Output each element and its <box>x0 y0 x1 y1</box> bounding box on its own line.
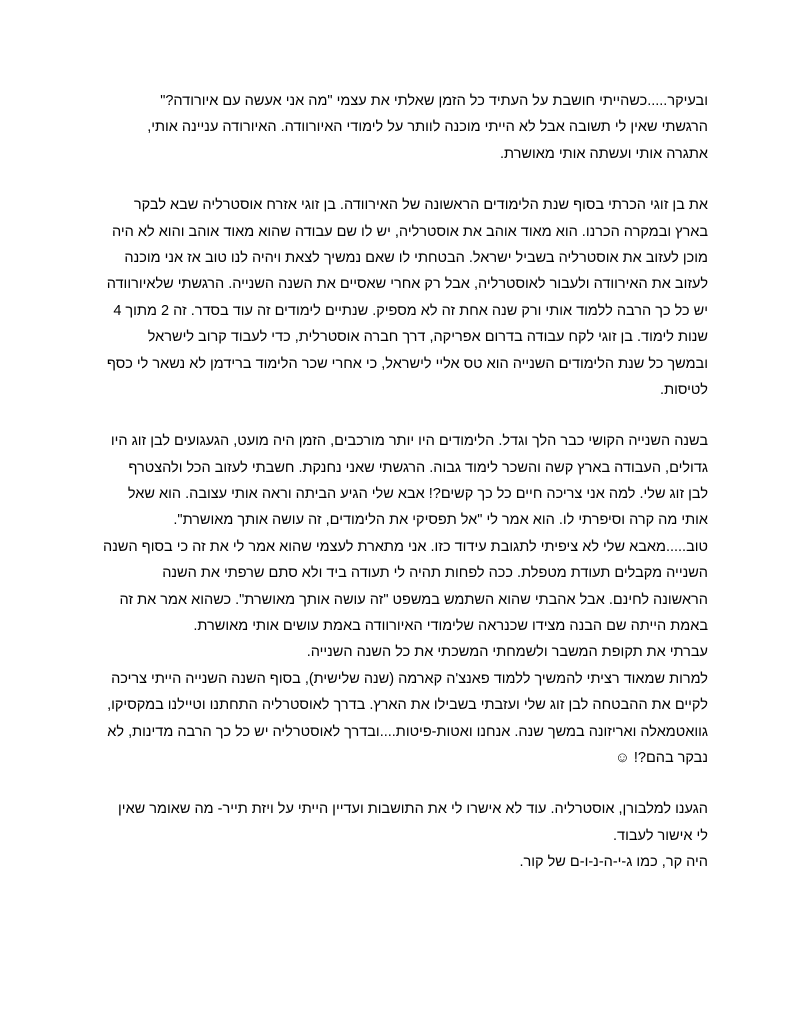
text-line: עברתי את תקופת המשבר ולשמחתי המשכתי את כל השנה השנייה. <box>306 644 708 661</box>
paragraph-melbourne <box>90 796 708 875</box>
text-line: למרות שמאוד רציתי להמשיך ללמוד פאנצ'ה קארמה (שנה שלישית), בסוף השנה השנייה הייתי צריכה <box>111 670 708 687</box>
text-line: השנייה מקבלים תעודת מטפלת. ככה לפחות תהיה לי תעודה ביד ולא סתם שרפתי את השנה <box>162 565 708 582</box>
text-line: גוואטמאלה ואריזונה במשך שנה. אנחנו ואטות-פיטות....ובדרך לאוסטרליה יש כל כך הרבה מדינות, לא <box>107 723 708 740</box>
text-line: לי אישור לעבוד. <box>613 827 708 844</box>
text-line: הרגשתי שאין לי תשובה אבל לא הייתי מוכנה לוותר על לימודי האיורוודה. האיורודה עניינה אותי, <box>147 119 708 136</box>
paragraph-ayurveda-question <box>90 88 708 167</box>
text-line: מוכן לעזוב את אוסטרליה בשביל ישראל. הבטחתי לו שאם נמשיך לצאת ויהיה לנו טוב אז אני מוכנה <box>124 249 708 266</box>
text-line: לבן זוג שלי. למה אני צריכה חיים כל כך קשים?! אבא שלי הגיע הביתה וראה אותי עצובה. הוא שאל <box>127 486 708 503</box>
text-line: לטיסות. <box>660 381 708 398</box>
text-line: את בן זוגי הכרתי בסוף שנת הלימודים הראשונה של האירוודה. בן זוגי אזרח אוסטרליה שבא לבקר <box>133 197 708 214</box>
paragraph-partner <box>90 192 708 403</box>
text-line: לקיים את ההבטחה לבן זוג שלי ועזבתי בשבילו את הארץ. בדרך לאוסטרליה התחתנו וטיילנו במקסיקו, <box>107 697 708 714</box>
text-line: ובעיקר.....כשהייתי חושבת על העתיד כל הזמן שאלתי את עצמי "מה אני אעשה עם איורודה?" <box>160 93 708 109</box>
text-line: שנות לימוד. בן זוגי לקח עבודה בדרום אפריקה, דרך חברה אוסטרלית, כדי לעבוד קרוב לישראל <box>147 329 708 346</box>
text-line: בארץ ובמקרה הכרנו. הוא מאוד אוהב את אוסטרליה, יש לו שם עבודה שהוא מאוד אוהב והוא לא היה <box>112 223 708 240</box>
text-line: יש כל כך הרבה ללמוד אותי ורק שנה אחת זה לא מספיק. שנתיים לימודים זה עוד בסדר. זה 2 מתוך 4 <box>113 302 708 319</box>
text-line: לעזוב את האירוודה ולעבור לאוסטרליה, אבל רק אחרי שאסיים את השנה השנייה. הרגשתי שלאיורוודה <box>106 276 708 293</box>
paragraph-second-year <box>90 428 708 771</box>
text-line: בשנה השנייה הקושי כבר הלך וגדל. הלימודים היו יותר מורכבים, הזמן היה מועט, הגעגועים לבן זוג היו <box>110 433 708 450</box>
text-line: גדולים, העבודה בארץ קשה והשכר לימוד גבוה. הרגשתי שאני נחנקת. חשבתי לעזוב הכל ולהצטרף <box>128 459 708 476</box>
text-line: באמת הייתה שם הבנה מצידו שכנראה שלימודי האיורוודה באמת עושים אותי מאושרת. <box>193 618 708 635</box>
document-page <box>90 88 708 901</box>
text-line: הגענו למלבורן, אוסטרליה. עוד לא אישרו לי את התושבות ועדיין הייתי על ויזת תייר- מה שאומר שאין <box>118 801 708 818</box>
text-line: הראשונה לחינם. אבל אהבתי שהוא השתמש במשפט "זה עושה אותך מאושרת". כשהוא אמר את זה <box>119 591 708 608</box>
text-line: אותי מה קרה וסיפרתי לו. הוא אמר לי "אל תפסיקי את הלימודים, זה עושה אותך מאושרת". <box>173 512 708 529</box>
text-line: נבקר בהם?! ☺ <box>615 749 708 766</box>
text-line: ובמשך כל שנת הלימודים השנייה הוא טס אליי לישראל, כי אחרי שכר הלימוד ברידמן לא נשאר לי כסף <box>106 355 708 372</box>
text-line: אתגרה אותי ועשתה אותי מאושרת. <box>500 145 708 162</box>
text-line: טוב.....מאבא שלי לא ציפיתי לתגובת עידוד כזו. אני מתארת לעצמי שהוא אמר לי את זה כי בסוף השנה <box>103 538 708 555</box>
text-line: היה קר, כמו ג-י-ה-נ-ו-ם של קור. <box>519 854 708 871</box>
